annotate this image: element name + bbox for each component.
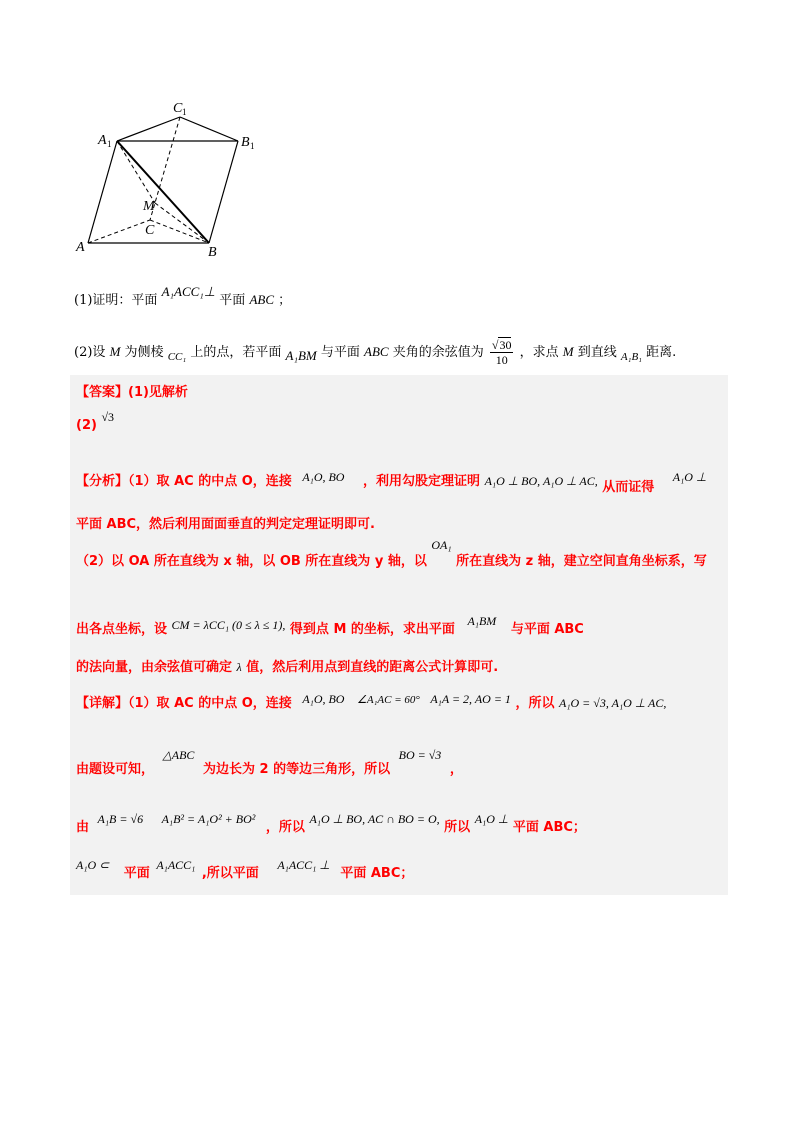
analysis-l1-text-b: ，利用勾股定理证明	[363, 474, 481, 489]
analysis-l1-math1: A₁O, BO	[302, 470, 345, 484]
analysis-l4-math: CM = λCC₁ (0 ≤ λ ≤ 1),	[171, 618, 286, 632]
detail-line-3	[76, 812, 586, 838]
analysis-l5-text-a: 的法向量，由余弦值可确定	[76, 660, 233, 675]
q2-plane-a1bm: A₁BM	[285, 348, 317, 363]
q2-end: 距离.	[646, 345, 677, 360]
analysis-line-3	[76, 538, 707, 572]
cosine-fraction: $\frac{√30}{10}$	[491, 338, 512, 367]
label-a: A	[76, 240, 85, 255]
answer-p2-label: (2)	[76, 418, 97, 433]
prism-figure	[70, 96, 270, 261]
detail-l3-math4: A₁O ⊥	[474, 812, 509, 826]
q1-end: ；	[278, 293, 292, 308]
detail-l1-math1: A₁O, BO	[302, 692, 345, 706]
detail-l4-math1: A₁O ⊂	[76, 858, 110, 872]
analysis-l5-text-b: 值，然后利用点到直线的距离公式计算即可.	[246, 660, 499, 675]
detail-l3-text-c: 所以	[444, 820, 471, 835]
detail-l2-triangle: △ABC	[162, 748, 195, 762]
label-a1-sub: 1	[107, 139, 112, 149]
detail-l1-math4: A₁O = √3, A₁O ⊥ AC,	[559, 696, 667, 710]
detail-l1-text-b: ，所以	[515, 696, 555, 711]
label-b1-sub: 1	[250, 141, 255, 151]
answer-label: 【答案】(1)见解析	[76, 385, 188, 400]
q1-mid: 平面	[219, 293, 246, 308]
analysis-l4-math2: A₁BM	[467, 614, 497, 628]
q2-plane-abc: ABC	[364, 344, 389, 359]
q2-text3: 与平面	[320, 345, 360, 360]
answer-part-2	[76, 410, 115, 436]
question-part-2	[74, 338, 676, 367]
detail-l4-text-b: ,所以平面	[201, 866, 259, 881]
q1-plane-abc: ABC	[249, 292, 275, 307]
detail-line-1	[76, 693, 666, 714]
answer-panel	[70, 375, 728, 895]
analysis-l1-math2: A₁O ⊥ BO, A₁O ⊥ AC,	[484, 474, 598, 488]
fraction-numerator: 30	[499, 338, 512, 352]
detail-l4-math3: A₁ACC₁ ⊥	[277, 858, 330, 872]
analysis-line-4	[76, 614, 584, 640]
detail-l2-bo: BO = √3	[398, 748, 442, 762]
detail-l4-math2: A₁ACC₁	[156, 858, 196, 872]
q1-prefix: (1)证明：平面	[74, 293, 158, 308]
detail-l3-math1: A₁B = √6	[97, 812, 144, 826]
detail-l2-text-a: 由题设可知，	[76, 762, 155, 777]
detail-line-4	[76, 858, 414, 884]
detail-l1-math2: ∠A₁AC = 60°	[357, 694, 420, 706]
fraction-denominator: 10	[495, 353, 508, 367]
q2-text1: 为侧棱	[124, 345, 164, 360]
detail-l3-math2: A₁B² = A₁O² + BO²	[161, 812, 256, 826]
q2-prefix: (2)设	[74, 345, 106, 360]
analysis-line-5	[76, 657, 498, 678]
detail-l3-text-a: 由	[76, 820, 90, 835]
q2-line-a1b1: A₁B₁	[620, 351, 643, 363]
q2-text2: 上的点，若平面	[190, 345, 282, 360]
analysis-l5-math: λ	[236, 660, 242, 674]
q2-point-m2: M	[562, 344, 574, 359]
label-c1: C	[173, 101, 183, 116]
label-c1-sub: 1	[182, 107, 187, 117]
analysis-l3-text-b: 所在直线为 z 轴，建立空间直角坐标系，写	[456, 554, 707, 569]
detail-l2-text-b: 为边长为 2 的等边三角形，所以	[202, 762, 391, 777]
analysis-l1-text-a: 【分析】（1）取 AC 的中点 O，连接	[76, 474, 292, 489]
label-b: B	[208, 245, 217, 260]
analysis-l4-text-b: 得到点 M 的坐标，求出平面	[289, 622, 455, 637]
label-a1: A	[98, 133, 107, 148]
q2-text6: 到直线	[577, 345, 617, 360]
detail-l4-text-a: 平面	[123, 866, 150, 881]
label-c: C	[145, 223, 155, 238]
label-m: M	[143, 199, 155, 214]
q2-point-m: M	[109, 344, 121, 359]
detail-l3-text-d: 平面 ABC；	[512, 820, 586, 835]
detail-line-2	[76, 748, 463, 780]
detail-l3-text-b: ，所以	[265, 820, 305, 835]
label-b1: B	[241, 135, 250, 150]
analysis-l1-text-c: 从而证得	[602, 480, 655, 495]
analysis-l3-text-a: （2）以 OA 所在直线为 x 轴，以 OB 所在直线为 y 轴，以	[76, 554, 427, 569]
detail-l4-text-c: 平面 ABC；	[340, 866, 414, 881]
answer-p2-value: √3	[101, 410, 115, 424]
q2-text5: ，求点	[519, 345, 559, 360]
detail-l2-text-c: ，	[449, 762, 463, 777]
detail-l1-text-a: 【详解】（1）取 AC 的中点 O，连接	[76, 696, 292, 711]
analysis-l1-math3: A₁O ⊥	[672, 470, 707, 484]
q2-edge-cc1: CC₁	[167, 351, 187, 363]
analysis-line-1	[76, 470, 707, 495]
q2-text4: 夹角的余弦值为	[392, 345, 484, 360]
prism-diagram	[70, 96, 270, 261]
analysis-line-2: 平面 ABC，然后利用面面垂直的判定定理证明即可.	[76, 517, 375, 532]
detail-l1-math3: A₁A = 2, AO = 1	[430, 692, 511, 706]
q1-plane-a1acc1: A₁ACC₁⊥	[161, 284, 216, 299]
analysis-l3-math: OA₁	[431, 538, 452, 552]
analysis-l4-text-c: 与平面 ABC	[510, 622, 584, 637]
analysis-l4-text-a: 出各点坐标，设	[76, 622, 168, 637]
detail-l3-math3: A₁O ⊥ BO, AC ∩ BO = O,	[309, 812, 440, 826]
question-part-1	[74, 284, 292, 311]
